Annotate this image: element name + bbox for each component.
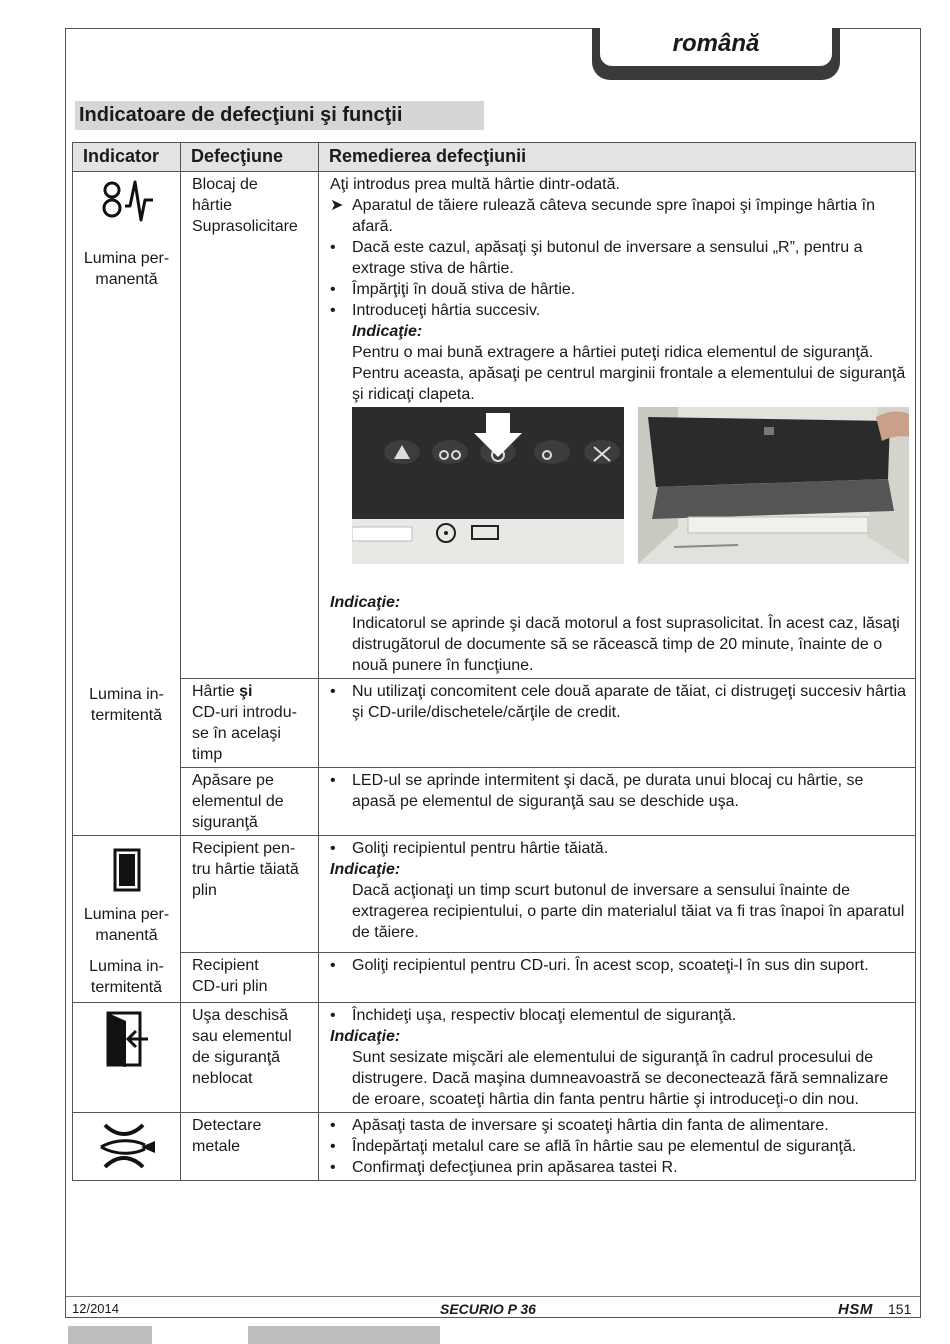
header-remedy: Remedierea defecţiunii [319,143,916,172]
bullet-icon: • [330,957,336,974]
language-label: română [672,30,760,57]
fault-text: Hârtie şi [192,683,253,700]
flashing-light-label: termitentă [90,707,163,724]
note-label: Indicaţie: [330,594,401,611]
safety-flap-photo [638,407,910,564]
note-text: Dacă acţionaţi un timp scurt butonul de inversare a sensului înainte de extragerea recipientului, o parte din materialul tăiat va fi tras înapoi în aparatul de tăiere. [352,882,905,941]
remedy-cell [319,953,916,1003]
fault-text: CD-uri plin [192,978,268,995]
table-row [73,768,916,836]
fault-cell [181,768,319,836]
fault-cell [181,836,319,953]
indicator-cell [73,1003,181,1113]
bottom-bar-center [248,1326,440,1344]
table-row [73,953,916,1003]
remedy-bullet: • Apăsaţi tasta de inversare şi scoateţi hârtia din fanta de alimentare. [330,1117,829,1134]
bullet-icon: • [330,772,336,789]
note-text: Indicatorul se aprinde şi dacă motorul a fost suprasolicitat. În acest caz, lăsaţi distrugătorul de documente să se răcească timp de 20 minute, înainte de o nouă punere în funcţiune. [352,615,900,674]
bullet-icon: • [330,302,336,319]
fault-text: Apăsare pe [192,772,274,789]
fault-text: tru hârtie tăiată [192,861,299,878]
remedy-cell [319,1113,916,1181]
flashing-light-label: Lumina in- [89,686,164,703]
bullet-icon: • [330,840,336,857]
table-row [73,1113,916,1181]
bullet-icon: • [330,1138,336,1155]
fault-text: Recipient [192,957,259,974]
fault-text: Detectare [192,1117,262,1134]
note-label: Indicaţie: [330,861,401,878]
fault-cell [181,953,319,1003]
bullet-icon: • [330,683,336,700]
indicator-cell [73,836,181,1003]
table-row [73,836,916,953]
waste-bin-full-icon [107,844,147,898]
fault-text: timp [192,746,223,763]
note-text: Pentru o mai bună extragere a hârtiei puteţi ridica elementul de siguranţă. Pentru aceasta, apăsaţi pe centrul marginii frontale a elementului de siguranţă şi ridicaţi clapeta. [352,344,906,403]
table-header-row [73,143,916,172]
remedy-bullet: • Îndepărtaţi metalul care se află în hârtie sau pe elementul de siguranţă. [330,1138,857,1155]
fault-text: CD-uri introdu- [192,704,297,721]
steady-light-label: Lumina per- [83,250,170,267]
fault-text: metale [192,1138,241,1155]
bullet-icon: • [330,1007,336,1024]
fault-text: plin [192,882,217,899]
remedy-bullet: • Goliţi recipientul pentru hârtie tăiată. [330,840,609,857]
fault-text: hârtie [192,197,233,214]
fault-text: se în acelaşi [192,725,281,742]
remedy-intro: Aţi introdus prea multă hârtie dintr-odată. [330,176,620,193]
table-row [73,1003,916,1113]
steady-light-label: Lumina per- [83,906,170,923]
fault-text: Blocaj de [192,176,258,193]
indicator-cell [73,1113,181,1181]
section-title: Indicatoare de defecţiuni şi funcţii [75,101,484,130]
table-row [73,679,916,768]
note-text: Sunt sesizate mişcări ale elementului de siguranţă în cadrul procesului de distrugere. Dacă maşina dumneavoastră se deconectează fără semnalizare de eroare, scoateţi hârtia din fanta pentru hârtie şi introduceţi-o din nou. [352,1049,889,1108]
arrow-marker-icon: ➤ [330,197,344,214]
header-indicator: Indicator [73,143,181,172]
fault-text: elementul de [192,793,284,810]
remedy-bullet: • LED-ul se aprinde intermitent şi dacă, pe durata unui blocaj cu hârtie, se apasă pe elementul de siguranţă sau se deschide uşa. [330,772,864,810]
door-open-icon [102,1009,152,1069]
footer-model: SECURIO P 36 [440,1301,536,1317]
remedy-cell [319,768,916,836]
table-row [73,172,916,679]
photos [330,407,909,564]
bullet-icon: • [330,281,336,298]
footer-rule [66,1296,920,1297]
remedy-arrow-item: ➤ Aparatul de tăiere rulează câteva secunde spre înapoi şi împinge hârtia în afară. [330,197,875,235]
fault-cell [181,1003,319,1113]
footer-date: 12/2014 [72,1301,119,1316]
steady-light-label: manentă [95,271,158,288]
remedy-cell [319,172,916,679]
remedy-cell [319,1003,916,1113]
bullet-icon: • [330,1117,336,1134]
fault-cell [181,1113,319,1181]
fault-text: Suprasolicitare [192,218,298,235]
header-fault: Defecţiune [181,143,319,172]
flashing-light-label: termitentă [90,979,163,996]
remedy-bullet: • Împărţiţi în două stiva de hârtie. [330,281,576,298]
remedy-bullet: • Confirmaţi defecţiunea prin apăsarea tastei R. [330,1159,678,1176]
indicator-cell [73,172,181,836]
remedy-bullet: • Goliţi recipientul pentru CD-uri. În acest scop, scoateţi-l în sus din suport. [330,957,869,974]
remedy-cell [319,679,916,768]
fault-text: de siguranţă [192,1049,281,1066]
fault-cell [181,172,319,679]
flashing-light-label: Lumina in- [89,958,164,975]
metal-detection-icon [97,1117,157,1175]
remedy-bullet: • Dacă este cazul, apăsaţi şi butonul de inversare a sensului „R”, pentru a extrage stiva de hârtie. [330,239,863,277]
fault-text: siguranţă [192,814,258,831]
fault-text: Recipient pen- [192,840,296,857]
bullet-icon: • [330,1159,336,1176]
fault-text: sau elementul [192,1028,292,1045]
fault-cell [181,679,319,768]
fault-text: neblocat [192,1070,253,1087]
note-label: Indicaţie: [330,1028,401,1045]
bottom-bar-left [68,1326,152,1344]
remedy-bullet: • Nu utilizaţi concomitent cele două aparate de tăiat, ci distrugeţi succesiv hârtia şi CD-urile/dischetele/cărţile de credit. [330,683,907,721]
bullet-icon: • [330,239,336,256]
brand-logo: HSM [838,1301,873,1318]
page-number: 151 [888,1301,912,1317]
paper-jam-overload-icon [99,176,155,226]
remedy-bullet: • Introduceţi hârtia succesiv. [330,302,541,319]
note-label: Indicaţie: [352,323,423,340]
fault-text: Uşa deschisă [192,1007,289,1024]
remedy-cell [319,836,916,953]
control-panel-photo [352,407,624,564]
steady-light-label: manentă [95,927,158,944]
remedy-bullet: • Închideţi uşa, respectiv blocaţi elementul de siguranţă. [330,1007,737,1024]
fault-indicator-table [72,142,916,1181]
